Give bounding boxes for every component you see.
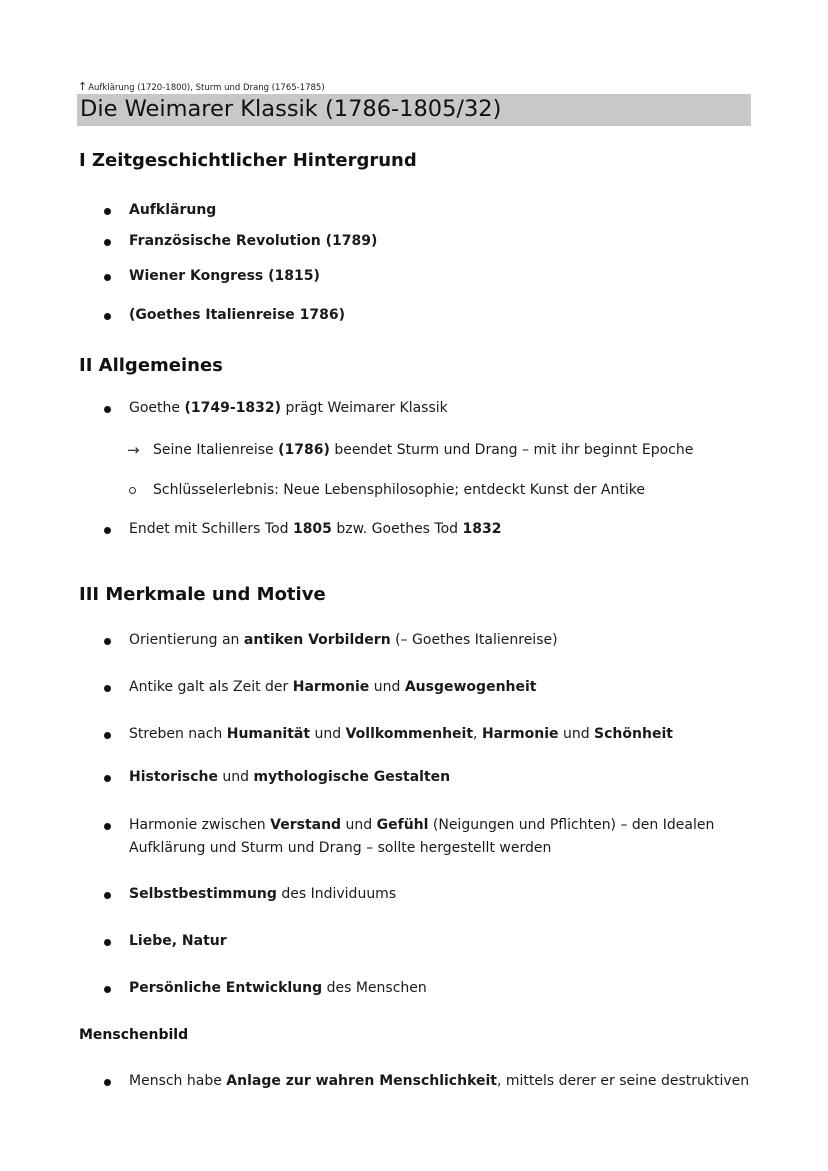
top-note xyxy=(78,80,325,93)
list-item: Streben nach Humanität und Vollkommenheit, Harmonie und Schönheit xyxy=(129,726,673,742)
section-heading-3: III Merkmale und Motive xyxy=(79,584,326,605)
bullet-icon xyxy=(104,823,111,830)
bullet-icon xyxy=(104,775,111,782)
bullet-icon xyxy=(104,892,111,899)
bullet-icon xyxy=(104,274,111,281)
bullet-icon xyxy=(104,986,111,993)
sub-list-item: Seine Italienreise (1786) beendet Sturm und Drang – mit ihr beginnt Epoche xyxy=(153,442,694,458)
circle-bullet-icon xyxy=(129,487,136,494)
list-item: Endet mit Schillers Tod 1805 bzw. Goethes Tod 1832 xyxy=(129,521,502,537)
subheading-menschenbild: Menschenbild xyxy=(79,1027,189,1043)
title-bar xyxy=(77,94,751,126)
bullet-icon xyxy=(104,685,111,692)
section-heading-2: II Allgemeines xyxy=(79,355,223,376)
section-heading-1: I Zeitgeschichtlicher Hintergrund xyxy=(79,150,417,171)
list-item: Aufklärung xyxy=(129,202,217,218)
bullet-icon xyxy=(104,406,111,413)
list-item: Mensch habe Anlage zur wahren Menschlichkeit, mittels derer er seine destruktiven xyxy=(129,1073,750,1089)
list-item: Antike galt als Zeit der Harmonie und Ausgewogenheit xyxy=(129,679,537,695)
right-arrow-icon: → xyxy=(127,441,140,459)
up-arrow-icon: ↑ xyxy=(78,80,88,93)
list-item: (Goethes Italienreise 1786) xyxy=(129,307,346,323)
bullet-icon xyxy=(104,313,111,320)
list-item: Französische Revolution (1789) xyxy=(129,233,378,249)
list-item: Selbstbestimmung des Individuums xyxy=(129,886,397,902)
top-note-text: Aufklärung (1720-1800), Sturm und Drang (1765-1785) xyxy=(88,83,325,93)
sub-list-item: Schlüsselerlebnis: Neue Lebensphilosophie; entdeckt Kunst der Antike xyxy=(153,482,645,498)
list-item: Historische und mythologische Gestalten xyxy=(129,769,451,785)
list-item: Persönliche Entwicklung des Menschen xyxy=(129,980,427,996)
list-item: Wiener Kongress (1815) xyxy=(129,268,320,284)
bullet-icon xyxy=(104,208,111,215)
page-title: Die Weimarer Klassik (1786-1805/32) xyxy=(80,96,502,122)
list-item: Goethe (1749-1832) prägt Weimarer Klassik xyxy=(129,400,448,416)
list-item: Harmonie zwischen Verstand und Gefühl (Neigungen und Pflichten) – den Idealen Aufklärung und Sturm und Drang – sollte hergestellt werden xyxy=(129,817,715,856)
bullet-icon xyxy=(104,638,111,645)
list-item: Liebe, Natur xyxy=(129,933,227,949)
bullet-icon xyxy=(104,1079,111,1086)
bullet-icon xyxy=(104,939,111,946)
bullet-icon xyxy=(104,732,111,739)
bullet-icon xyxy=(104,527,111,534)
list-item: Orientierung an antiken Vorbildern (– Goethes Italienreise) xyxy=(129,632,558,648)
bullet-icon xyxy=(104,239,111,246)
